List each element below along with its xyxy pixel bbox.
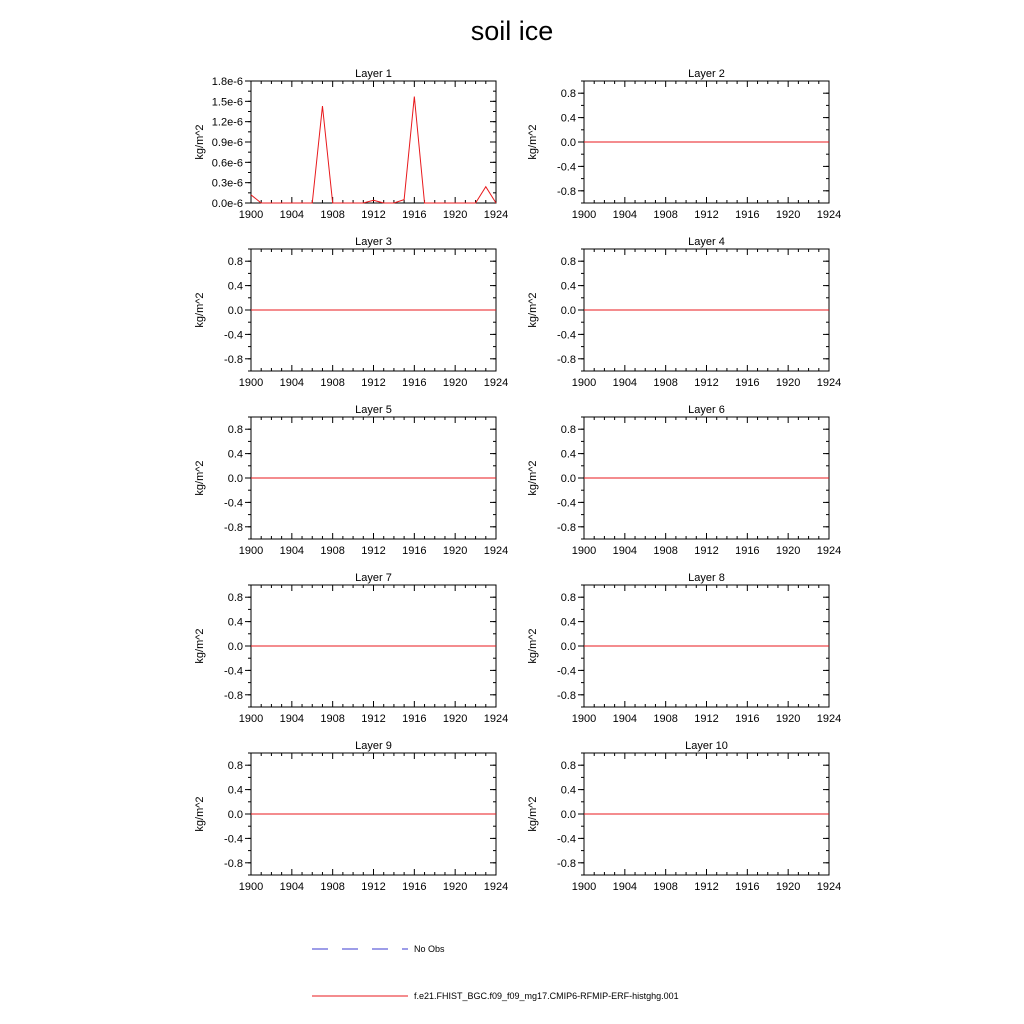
layer-10-y-tick-label: 0.4 <box>560 784 576 797</box>
layer-2-x-tick-label: 1904 <box>612 209 638 221</box>
layer-8-ylabel: kg/m^2 <box>527 628 539 664</box>
layer-1-x-tick-label: 1904 <box>279 209 305 221</box>
legend <box>312 944 679 1001</box>
layer-2-y-tick-label: 0.8 <box>560 88 576 101</box>
legend-model-label: f.e21.FHIST_BGC.f09_f09_mg17.CMIP6-RFMIP-ERF-histghg.001 <box>414 991 679 1001</box>
layer-5-x-tick-label: 1904 <box>279 545 305 557</box>
legend-obs-label: No Obs <box>414 944 445 954</box>
layer-10-y-tick-label: -0.8 <box>557 857 576 870</box>
layer-5-panel <box>194 404 508 557</box>
layer-9-title: Layer 9 <box>355 740 392 752</box>
layer-3-x-tick-label: 1912 <box>361 377 386 389</box>
layer-1-y-tick-label: 0.6e-6 <box>211 157 243 170</box>
layer-3-y-tick-label: 0.8 <box>227 256 243 269</box>
layer-8-y-tick-label: 0.0 <box>560 641 576 653</box>
layer-3-x-tick-label: 1908 <box>320 377 345 389</box>
layer-9-x-tick-label: 1916 <box>402 881 427 893</box>
layer-1-y-tick-label: 1.2e-6 <box>211 116 243 129</box>
layer-7-y-tick-label: 0.4 <box>227 616 243 629</box>
layer-5-y-tick-label: -0.8 <box>224 521 243 534</box>
layer-4-y-tick-label: -0.4 <box>557 329 576 342</box>
layer-2-x-tick-label: 1900 <box>571 209 597 221</box>
layer-2-x-tick-label: 1924 <box>816 209 842 221</box>
layer-5-x-tick-label: 1900 <box>238 545 264 557</box>
layer-6-x-tick-label: 1908 <box>653 545 678 557</box>
layer-2-x-tick-label: 1920 <box>775 209 801 221</box>
layer-5-y-tick-label: 0.8 <box>227 424 243 437</box>
layer-2-x-tick-label: 1908 <box>653 209 678 221</box>
layer-10-x-tick-label: 1904 <box>612 881 638 893</box>
layer-6-y-tick-label: 0.0 <box>560 473 576 485</box>
layer-9-y-tick-label: -0.8 <box>224 857 243 870</box>
layer-6-panel <box>527 404 841 557</box>
layer-4-x-tick-label: 1920 <box>775 377 801 389</box>
layer-1-y-tick-label: 0.9e-6 <box>211 137 243 149</box>
layer-5-x-tick-label: 1912 <box>361 545 386 557</box>
layer-5-x-tick-label: 1924 <box>483 545 509 557</box>
layer-9-x-tick-label: 1904 <box>279 881 305 893</box>
layer-4-x-tick-label: 1912 <box>694 377 719 389</box>
layer-2-panel <box>527 68 841 221</box>
layer-7-x-tick-label: 1916 <box>402 713 427 725</box>
layer-8-y-tick-label: 0.4 <box>560 616 576 629</box>
layer-8-x-tick-label: 1912 <box>694 713 719 725</box>
layer-9-x-tick-label: 1912 <box>361 881 386 893</box>
layer-8-panel <box>527 572 841 725</box>
layer-8-title: Layer 8 <box>688 572 725 584</box>
panels-group <box>194 68 841 893</box>
layer-6-x-tick-label: 1900 <box>571 545 597 557</box>
layer-9-y-tick-label: -0.4 <box>224 833 243 846</box>
layer-2-x-tick-label: 1916 <box>735 209 760 221</box>
layer-8-y-tick-label: -0.4 <box>557 665 576 678</box>
layer-1-x-tick-label: 1916 <box>402 209 427 221</box>
layer-10-ylabel: kg/m^2 <box>527 796 539 832</box>
figure-title: soil ice <box>470 16 554 46</box>
layer-7-x-tick-label: 1920 <box>442 713 468 725</box>
layer-4-y-tick-label: 0.0 <box>560 305 576 317</box>
layer-1-y-tick-label: 1.5e-6 <box>211 96 243 109</box>
layer-6-y-tick-label: -0.8 <box>557 521 576 534</box>
layer-10-y-tick-label: -0.4 <box>557 833 576 846</box>
layer-1-ylabel: kg/m^2 <box>194 124 206 160</box>
layer-3-x-tick-label: 1900 <box>238 377 264 389</box>
layer-1-x-tick-label: 1912 <box>361 209 386 221</box>
layer-6-x-tick-label: 1916 <box>735 545 760 557</box>
layer-3-ylabel: kg/m^2 <box>194 292 206 328</box>
layer-6-y-tick-label: 0.4 <box>560 448 576 461</box>
layer-5-x-tick-label: 1916 <box>402 545 427 557</box>
layer-7-y-tick-label: 0.8 <box>227 592 243 605</box>
layer-8-x-tick-label: 1920 <box>775 713 801 725</box>
layer-1-y-tick-label: 1.8e-6 <box>211 76 243 88</box>
layer-9-ylabel: kg/m^2 <box>194 796 206 832</box>
layer-6-x-tick-label: 1924 <box>816 545 842 557</box>
layer-2-x-tick-label: 1912 <box>694 209 719 221</box>
layer-9-x-tick-label: 1900 <box>238 881 264 893</box>
layer-4-x-tick-label: 1904 <box>612 377 638 389</box>
layer-6-x-tick-label: 1912 <box>694 545 719 557</box>
layer-4-x-tick-label: 1908 <box>653 377 678 389</box>
layer-6-x-tick-label: 1920 <box>775 545 801 557</box>
layer-5-x-tick-label: 1920 <box>442 545 468 557</box>
layer-4-y-tick-label: 0.4 <box>560 280 576 293</box>
layer-8-x-tick-label: 1900 <box>571 713 597 725</box>
layer-7-x-tick-label: 1908 <box>320 713 345 725</box>
layer-1-series-line <box>251 97 496 203</box>
layer-7-x-tick-label: 1900 <box>238 713 264 725</box>
layer-10-x-tick-label: 1908 <box>653 881 678 893</box>
layer-4-panel <box>527 236 841 389</box>
layer-9-y-tick-label: 0.0 <box>227 809 243 821</box>
layer-5-title: Layer 5 <box>355 404 392 416</box>
layer-3-y-tick-label: -0.4 <box>224 329 243 342</box>
layer-7-x-tick-label: 1912 <box>361 713 386 725</box>
layer-8-y-tick-label: -0.8 <box>557 689 576 702</box>
layer-1-y-tick-label: 0.3e-6 <box>211 177 243 190</box>
layer-5-y-tick-label: 0.0 <box>227 473 243 485</box>
layer-7-y-tick-label: -0.8 <box>224 689 243 702</box>
layer-7-x-tick-label: 1904 <box>279 713 305 725</box>
layer-6-y-tick-label: 0.8 <box>560 424 576 437</box>
layer-3-y-tick-label: 0.0 <box>227 305 243 317</box>
layer-9-x-tick-label: 1908 <box>320 881 345 893</box>
layer-8-x-tick-label: 1916 <box>735 713 760 725</box>
layer-8-y-tick-label: 0.8 <box>560 592 576 605</box>
layer-3-x-tick-label: 1920 <box>442 377 468 389</box>
layer-2-ylabel: kg/m^2 <box>527 124 539 160</box>
layer-3-x-tick-label: 1904 <box>279 377 305 389</box>
layer-4-x-tick-label: 1916 <box>735 377 760 389</box>
layer-10-x-tick-label: 1912 <box>694 881 719 893</box>
layer-10-y-tick-label: 0.0 <box>560 809 576 821</box>
layer-4-ylabel: kg/m^2 <box>527 292 539 328</box>
layer-1-frame <box>251 81 496 203</box>
layer-3-y-tick-label: -0.8 <box>224 353 243 366</box>
layer-3-y-tick-label: 0.4 <box>227 280 243 293</box>
layer-10-x-tick-label: 1924 <box>816 881 842 893</box>
layer-4-title: Layer 4 <box>688 236 725 248</box>
layer-4-y-tick-label: 0.8 <box>560 256 576 269</box>
layer-1-x-tick-label: 1908 <box>320 209 345 221</box>
layer-2-title: Layer 2 <box>688 68 725 80</box>
layer-8-x-tick-label: 1908 <box>653 713 678 725</box>
layer-7-ylabel: kg/m^2 <box>194 628 206 664</box>
layer-7-panel <box>194 572 508 725</box>
layer-10-x-tick-label: 1920 <box>775 881 801 893</box>
layer-4-y-tick-label: -0.8 <box>557 353 576 366</box>
layer-1-panel <box>194 68 508 221</box>
layer-9-x-tick-label: 1924 <box>483 881 509 893</box>
layer-6-y-tick-label: -0.4 <box>557 497 576 510</box>
layer-9-y-tick-label: 0.8 <box>227 760 243 773</box>
layer-3-x-tick-label: 1924 <box>483 377 509 389</box>
layer-9-x-tick-label: 1920 <box>442 881 468 893</box>
layer-7-title: Layer 7 <box>355 572 392 584</box>
layer-2-y-tick-label: -0.4 <box>557 161 576 174</box>
layer-1-x-tick-label: 1924 <box>483 209 509 221</box>
layer-1-y-tick-label: 0.0e-6 <box>211 198 243 210</box>
layer-3-title: Layer 3 <box>355 236 392 248</box>
layer-9-panel <box>194 740 508 893</box>
layer-10-title: Layer 10 <box>685 740 728 752</box>
layer-5-x-tick-label: 1908 <box>320 545 345 557</box>
layer-1-x-tick-label: 1920 <box>442 209 468 221</box>
layer-6-title: Layer 6 <box>688 404 725 416</box>
layer-6-x-tick-label: 1904 <box>612 545 638 557</box>
layer-10-y-tick-label: 0.8 <box>560 760 576 773</box>
layer-6-ylabel: kg/m^2 <box>527 460 539 496</box>
layer-3-panel <box>194 236 508 389</box>
layer-5-y-tick-label: -0.4 <box>224 497 243 510</box>
layer-4-x-tick-label: 1900 <box>571 377 597 389</box>
layer-4-x-tick-label: 1924 <box>816 377 842 389</box>
layer-7-y-tick-label: -0.4 <box>224 665 243 678</box>
layer-7-y-tick-label: 0.0 <box>227 641 243 653</box>
layer-3-x-tick-label: 1916 <box>402 377 427 389</box>
layer-10-panel <box>527 740 841 893</box>
layer-7-x-tick-label: 1924 <box>483 713 509 725</box>
layer-10-x-tick-label: 1900 <box>571 881 597 893</box>
layer-2-y-tick-label: -0.8 <box>557 185 576 198</box>
layer-1-x-tick-label: 1900 <box>238 209 264 221</box>
layer-2-y-tick-label: 0.4 <box>560 112 576 125</box>
layer-2-y-tick-label: 0.0 <box>560 137 576 149</box>
layer-1-title: Layer 1 <box>355 68 392 80</box>
layer-8-x-tick-label: 1924 <box>816 713 842 725</box>
layer-5-ylabel: kg/m^2 <box>194 460 206 496</box>
layer-5-y-tick-label: 0.4 <box>227 448 243 461</box>
layer-9-y-tick-label: 0.4 <box>227 784 243 797</box>
layer-10-x-tick-label: 1916 <box>735 881 760 893</box>
layer-8-x-tick-label: 1904 <box>612 713 638 725</box>
